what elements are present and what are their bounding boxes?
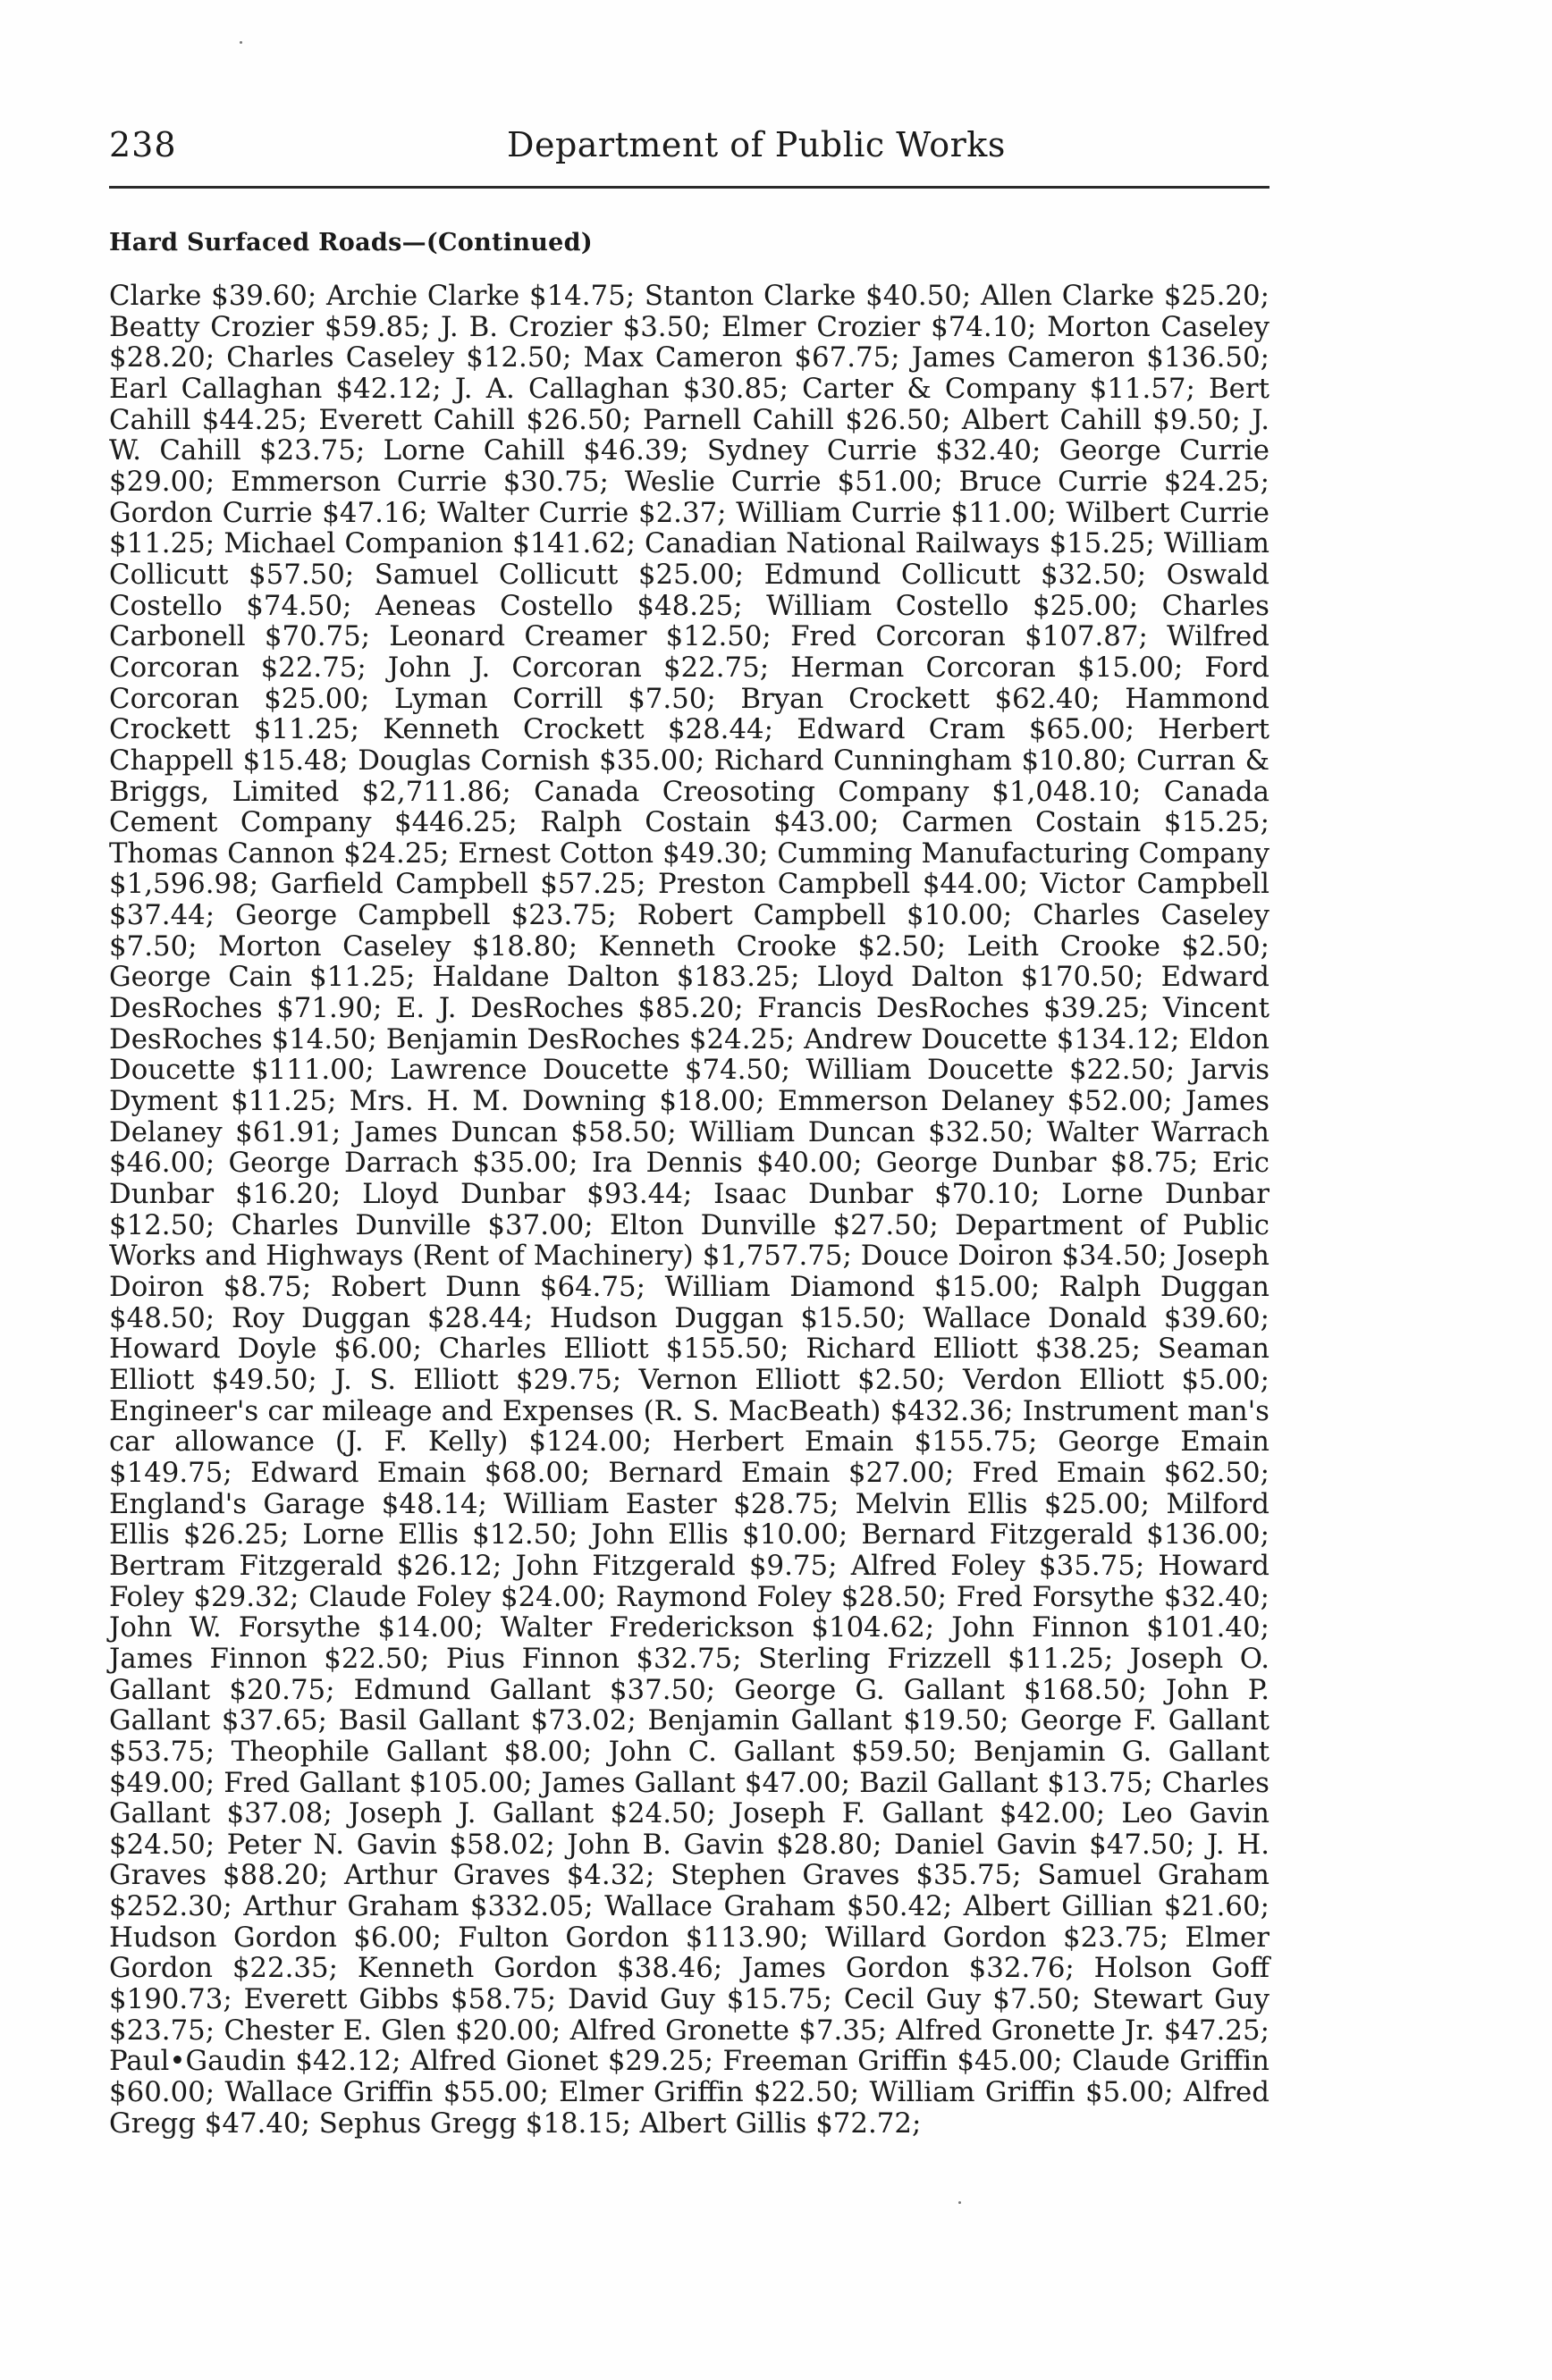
page-number: 238 [109, 125, 177, 164]
body-paragraph: Clarke $39.60; Archie Clarke $14.75; Stanton Clarke $40.50; Allen Clarke $25.20; Beatty Crozier $59.85; J. B. Crozier $3.50; Elmer Crozier $74.10; Morton Caseley $28.20; Charles Caseley $12.50; Max Cameron $67.75; James Cameron $136.50; Earl Callaghan $42.12; J. A. Callaghan $30.85; Carter & Company $11.57; Bert Cahill $44.25; Everett Cahill $26.50; Parnell Cahill $26.50; Albert Cahill $9.50; J. W. Cahill $23.75; Lorne Cahill $46.39; Sydney Currie $32.40; George Currie $29.00; Emmerson Currie $30.75; Weslie Currie $51.00; Bruce Currie $24.25; Gordon Currie $47.16; Walter Currie $2.37; William Currie $11.00; Wilbert Currie $11.25; Michael Companion $141.62; Canadian National Railways $15.25; William Collicutt $57.50; Samuel Collicutt $25.00; Edmund Collicutt $32.50; Oswald Costello $74.50; Aeneas Costello $48.25; William Costello $25.00; Charles Carbonell $70.75; Leonard Creamer $12.50; Fred Corcoran $107.87; Wilfred Corcoran $22.75; John J. Corcoran $22.75; Herman Corcoran $15.00; Ford Corcoran $25.00; Lyman Corrill $7.50; Bryan Crockett $62.40; Hammond Crockett $11.25; Kenneth Crockett $28.44; Edward Cram $65.00; Herbert Chappell $15.48; Douglas Cornish $35.00; Richard Cunningham $10.80; Curran & Briggs, Limited $2,711.86; Canada Creosoting Company $1,048.10; Canada Cement Company $446.25; Ralph Costain $43.00; Carmen Costain $15.25; Thomas Cannon $24.25; Ernest Cotton $49.30; Cumming Manufacturing Company $1,596.98; Garfield Campbell $57.25; Preston Campbell $44.00; Victor Campbell $37.44; George Campbell $23.75; Robert Campbell $10.00; Charles Caseley $7.50; Morton Caseley $18.80; Kenneth Crooke $2.50; Leith Crooke $2.50; George Cain $11.25; Haldane Dalton $183.25; Lloyd Dalton $170.50; Edward DesRoches $71.90; E. J. DesRoches $85.20; Francis DesRoches $39.25; Vincent DesRoches $14.50; Benjamin DesRoches $24.25; Andrew Doucette $134.12; Eldon Doucette $111.00; Lawrence Doucette $74.50; William Doucette $22.50; Jarvis Dyment $11.25; Mrs. H. M. Downing $18.00; Emmerson Delaney $52.00; James Delaney $61.91; James Duncan $58.50; William Duncan $32.50; Walter Warrach $46.00; George Darrach $35.00; Ira Dennis $40.00; George Dunbar $8.75; Eric Dunbar $16.20; Lloyd Dunbar $93.44; Isaac Dunbar $70.10; Lorne Dunbar $12.50; Charles Dunville $37.00; Elton Dunville $27.50; Department of Public Works and Highways (Rent of Machinery) $1,757.75; Douce Doiron $34.50; Joseph Doiron $8.75; Robert Dunn $64.75; William Diamond $15.00; Ralph Duggan $48.50; Roy Duggan $28.44; Hudson Duggan $15.50; Wallace Donald $39.60; Howard Doyle $6.00; Charles Elliott $155.50; Richard Elliott $38.25; Seaman Elliott $49.50; J. S. Elliott $29.75; Vernon Elliott $2.50; Verdon Elliott $5.00; Engineer's car mileage and Expenses (R. S. MacBeath) $432.36; Instrument man's car allowance (J. F. Kelly) $124.00; Herbert Emain $155.75; George Emain $149.75; Edward Emain $68.00; Bernard Emain $27.00; Fred Emain $62.50; England's Garage $48.14; William Easter $28.75; Melvin Ellis $25.00; Milford Ellis $26.25; Lorne Ellis $12.50; John Ellis $10.00; Bernard Fitzgerald $136.00; Bertram Fitzgerald $26.12; John Fitzgerald $9.75; Alfred Foley $35.75; Howard Foley $29.32; Claude Foley $24.00; Raymond Foley $28.50; Fred Forsythe $32.40; John W. Forsythe $14.00; Walter Frederickson $104.62; John Finnon $101.40; James Finnon $22.50; Pius Finnon $32.75; Sterling Frizzell $11.25; Joseph O. Gallant $20.75; Edmund Gallant $37.50; George G. Gallant $168.50; John P. Gallant $37.65; Basil Gallant $73.02; Benjamin Gallant $19.50; George F. Gallant $53.75; Theophile Gallant $8.00; John C. Gallant $59.50; Benjamin G. Gallant $49.00; Fred Gallant $105.00; James Gallant $47.00; Bazil Gallant $13.75; Charles Gallant $37.08; Joseph J. Gallant $24.50; Joseph F. Gallant $42.00; Leo Gavin $24.50; Peter N. Gavin $58.02; John B. Gavin $28.80; Daniel Gavin $47.50; J. H. Graves $88.20; Arthur Graves $4.32; Stephen Graves $35.75; Samuel Graham $252.30; Arthur Graham $332.05; Wallace Graham $50.42; Albert Gillian $21.60; Hudson Gordon $6.00; Fulton Gordon $113.90; Willard Gordon $23.75; Elmer Gordon $22.35; Kenneth Gordon $38.46; James Gordon $32.76; Holson Goff $190.73; Everett Gibbs $58.75; David Guy $15.75; Cecil Guy $7.50; Stewart Guy $23.75; Chester E. Glen $20.00; Alfred Gronette $7.35; Alfred Gronette Jr. $47.25; Paul•Gaudin $42.12; Alfred Gionet $29.25; Freeman Griffin $45.00; Claude Griffin $60.00; Wallace Griffin $55.00; Elmer Griffin $22.50; William Griffin $5.00; Alfred Gregg $47.40; Sephus Gregg $18.15; Albert Gillis $72.72; [109, 280, 1269, 2140]
header-rule [109, 186, 1269, 189]
page-header [109, 125, 1268, 179]
paper-speck [958, 2201, 961, 2204]
paper-speck [240, 41, 242, 44]
section-heading: Hard Surfaced Roads—(Continued) [109, 229, 593, 257]
running-title: Department of Public Works [507, 125, 1006, 164]
